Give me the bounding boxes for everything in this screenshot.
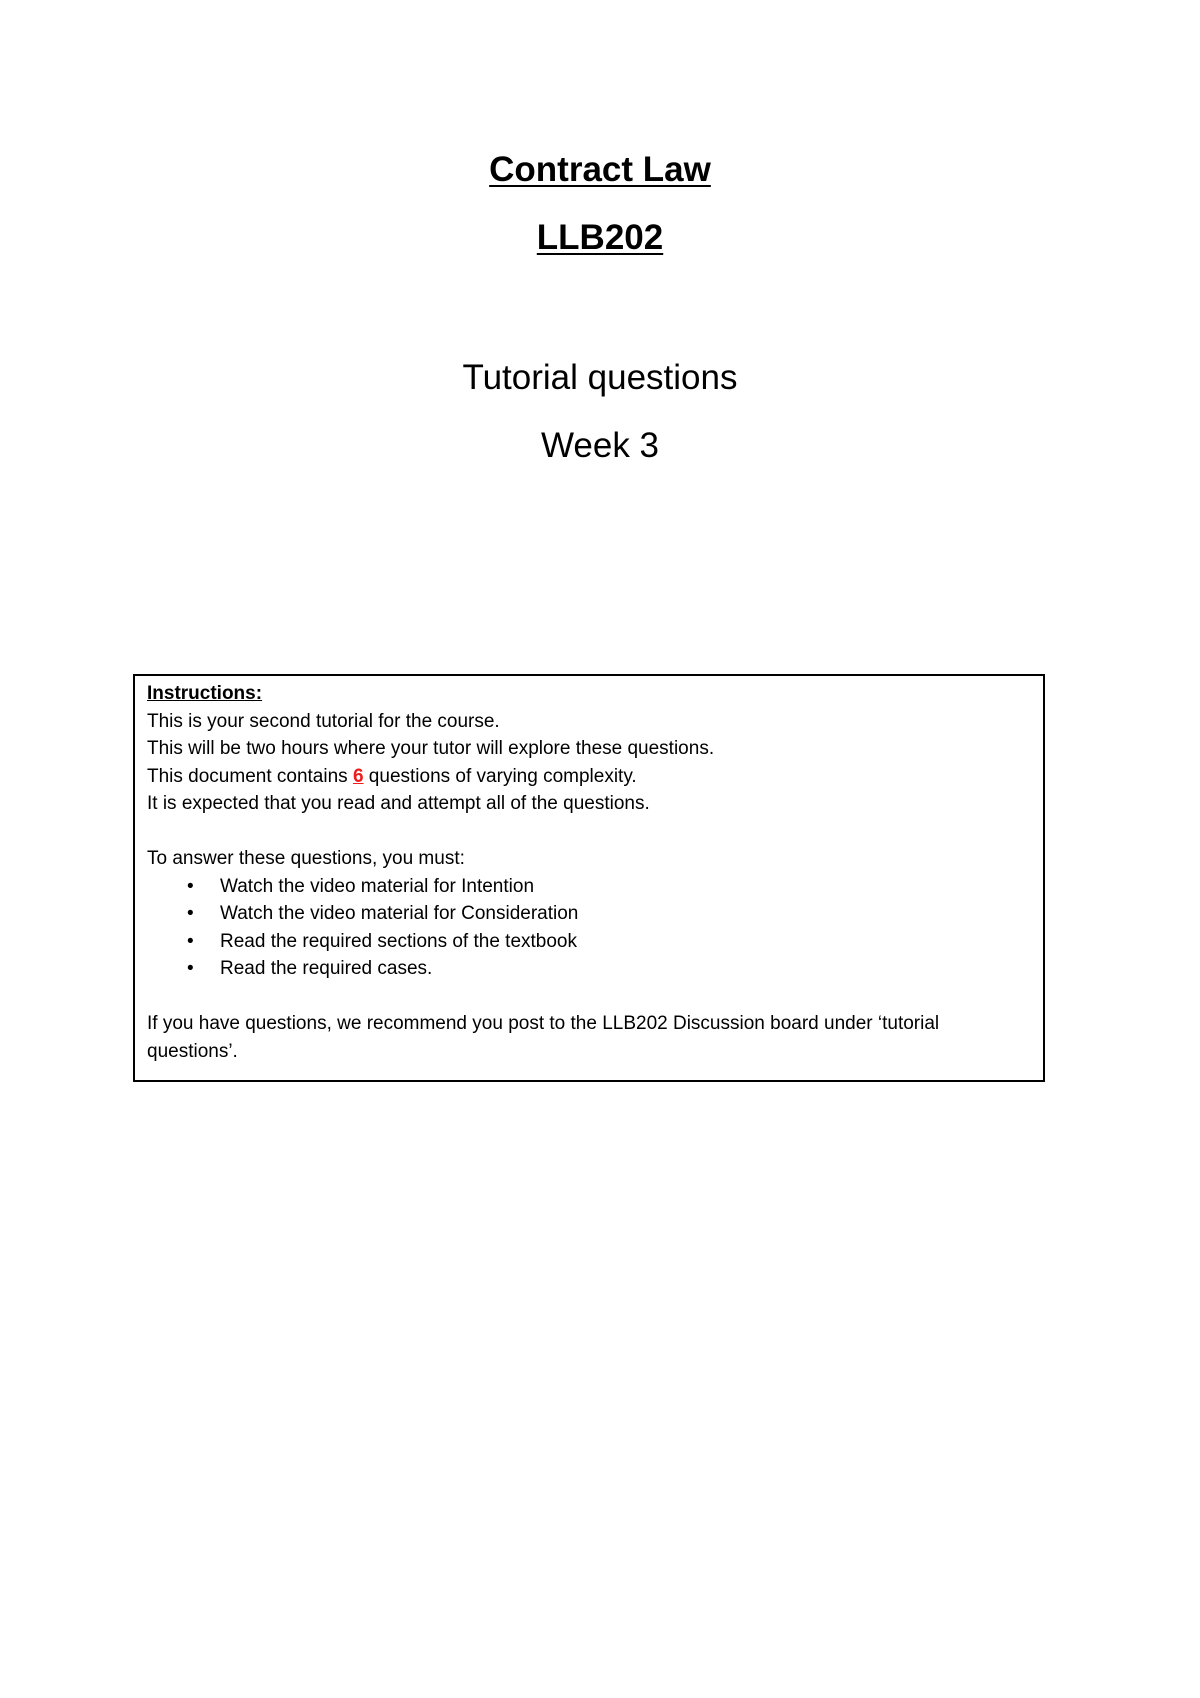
list-item-text: Read the required cases. — [220, 958, 433, 979]
list-item — [147, 900, 1031, 928]
question-count-number: 6 — [352, 765, 364, 787]
list-item — [147, 955, 1031, 983]
requirements-list — [147, 873, 1031, 983]
spacer — [147, 818, 1031, 846]
question-count-prefix: This document contains — [147, 765, 353, 787]
bullet-icon: • — [187, 875, 194, 897]
instruction-line: This will be two hours where your tutor will explore these questions. — [147, 738, 715, 759]
spacer — [147, 983, 1031, 1011]
course-code: LLB202 — [536, 218, 664, 257]
bullet-icon: • — [187, 903, 194, 924]
list-item-text: Read the required sections of the textbook — [220, 930, 578, 952]
bullet-icon: • — [187, 958, 194, 979]
expectation-line: It is expected that you read and attempt all of the questions. — [147, 793, 650, 814]
closing-note: If you have questions, we recommend you post to the LLB202 Discussion board under ‘tutorial questions’. — [147, 1013, 940, 1062]
instructions-box — [133, 674, 1045, 1082]
list-item-text: Watch the video material for Intention — [220, 875, 535, 897]
instruction-line: This is your second tutorial for the course. — [147, 710, 500, 732]
question-count-suffix: questions of varying complexity. — [363, 765, 637, 787]
requirements-intro: To answer these questions, you must: — [147, 848, 465, 869]
document-subtitle: Tutorial questions — [462, 358, 738, 397]
document-title: Contract Law — [489, 150, 711, 189]
instructions-heading: Instructions: — [147, 683, 263, 704]
question-count-line — [147, 763, 1031, 791]
list-item-text: Watch the video material for Consideration — [220, 903, 579, 924]
week-label: Week 3 — [540, 426, 660, 465]
list-item — [147, 873, 1031, 901]
bullet-icon: • — [187, 930, 194, 952]
list-item — [147, 928, 1031, 956]
